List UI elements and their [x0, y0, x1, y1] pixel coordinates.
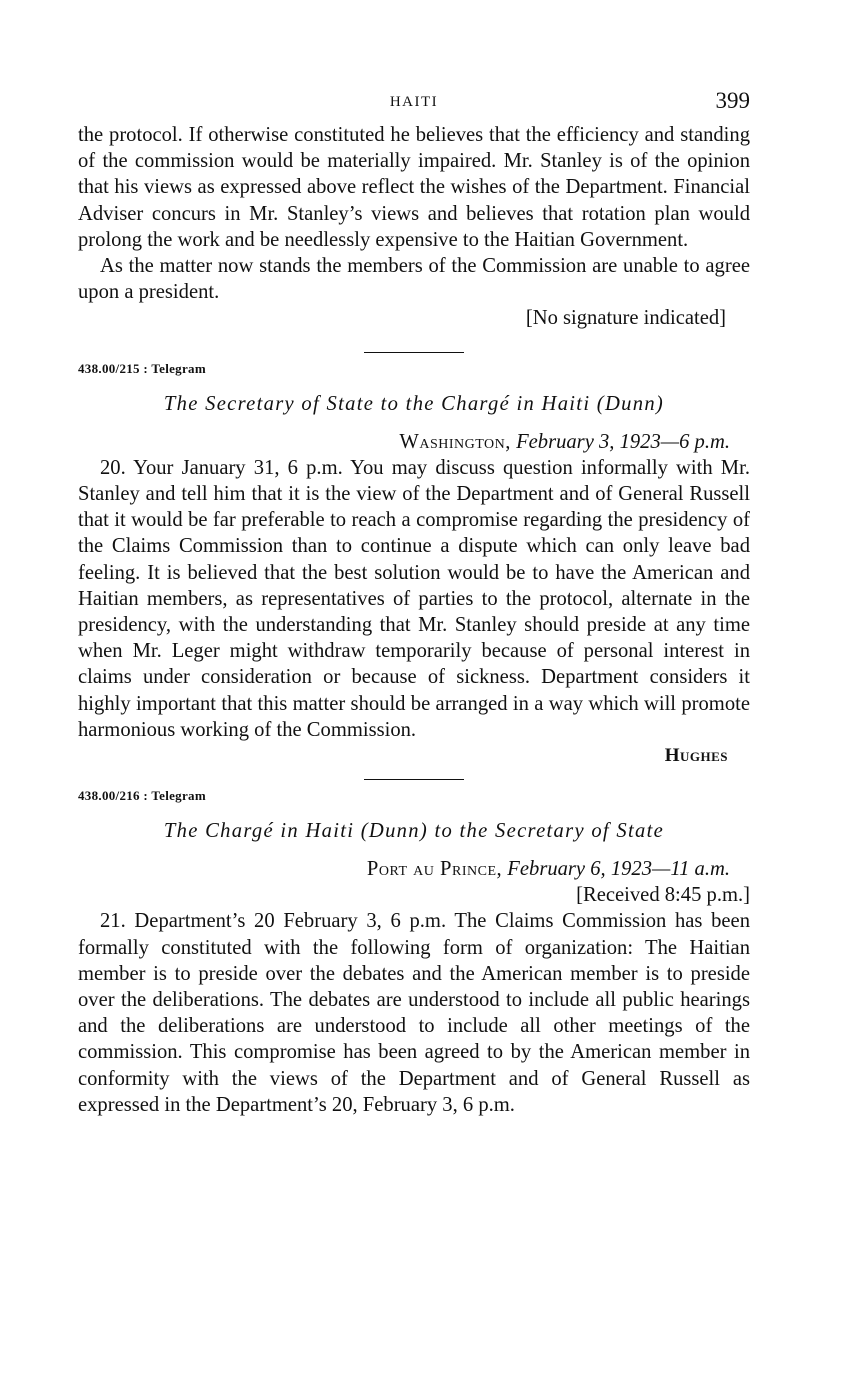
file-number: 438.00/215 : Telegram — [78, 360, 206, 376]
telegram-body: 20. Your January 31, 6 p.m. You may discuss question informally with Mr. Stanley and tell him that it is the view of the Department and of General Russell that it would be far preferable to reach a compromise regarding the presidency of the Claims Commission than to continue a dispute which can only leave bad feeling. It is believed that the best solution would be to have the American and Haitian members, as representatives of parties to the protocol, alternate in the presidency, with the understanding that Mr. Stanley should preside at any time when Mr. Leger might withdraw temporarily because of personal interest in claims under consideration or because of sickness. Department considers it highly important that this matter should be arranged in a way which will promote harmonious working of the Commission. — [78, 456, 750, 741]
dateline-place: Port au Prince, — [366, 858, 503, 881]
document-title: The Secretary of State to the Chargé in Haiti (Dunn) — [163, 392, 665, 415]
telegram-section-2 — [78, 788, 750, 1118]
document-page — [78, 88, 750, 1118]
telegram-section-1 — [78, 361, 750, 769]
received-note: [Received 8:45 p.m.] — [576, 884, 750, 907]
dateline — [78, 856, 730, 882]
telegram-body: 21. Department’s 20 February 3, 6 p.m. The Claims Commission has been formally constituted with the following form of organization: The Haitian member is to preside over the debates and the American member is to preside over the deliberations. The debates are understood to include all public hearings and the deliberations are understood to include all other meetings of the commission. This compromise has been agreed to by the American member in conformity with the views of the Department and of General Russell as expressed in the Department’s 20, February 3, 6 p.m. — [78, 910, 750, 1116]
continuation-paragraph: the protocol. If otherwise constituted he believes that the efficiency and standing of the commission would be materially impaired. Mr. Stanley is of the opinion that his views as expressed above reflect the wishes of the Department. Financial Adviser concurs in Mr. Stanley’s views and believes that rotation plan would prolong the work and be needlessly expensive to the Haitian Government. — [78, 124, 750, 251]
running-head-title: HAITI — [389, 94, 439, 110]
dateline-date: February 3, 1923—6 p.m. — [516, 430, 730, 453]
document-title: The Chargé in Haiti (Dunn) to the Secretary of State — [163, 820, 665, 843]
section-divider — [364, 352, 464, 353]
signature-note: [No signature indicated] — [525, 307, 726, 330]
dateline-date: February 6, 1923—11 a.m. — [507, 858, 730, 881]
dateline-place: Washington, — [399, 430, 511, 453]
section-divider — [364, 779, 464, 780]
continuation-paragraph-2: As the matter now stands the members of the Commission are unable to agree upon a president. — [78, 255, 750, 304]
page-number: 399 — [715, 88, 750, 113]
dateline — [78, 429, 730, 455]
sender-signature: Hughes — [664, 745, 728, 767]
running-head — [78, 88, 750, 122]
file-number: 438.00/216 : Telegram — [78, 788, 206, 804]
